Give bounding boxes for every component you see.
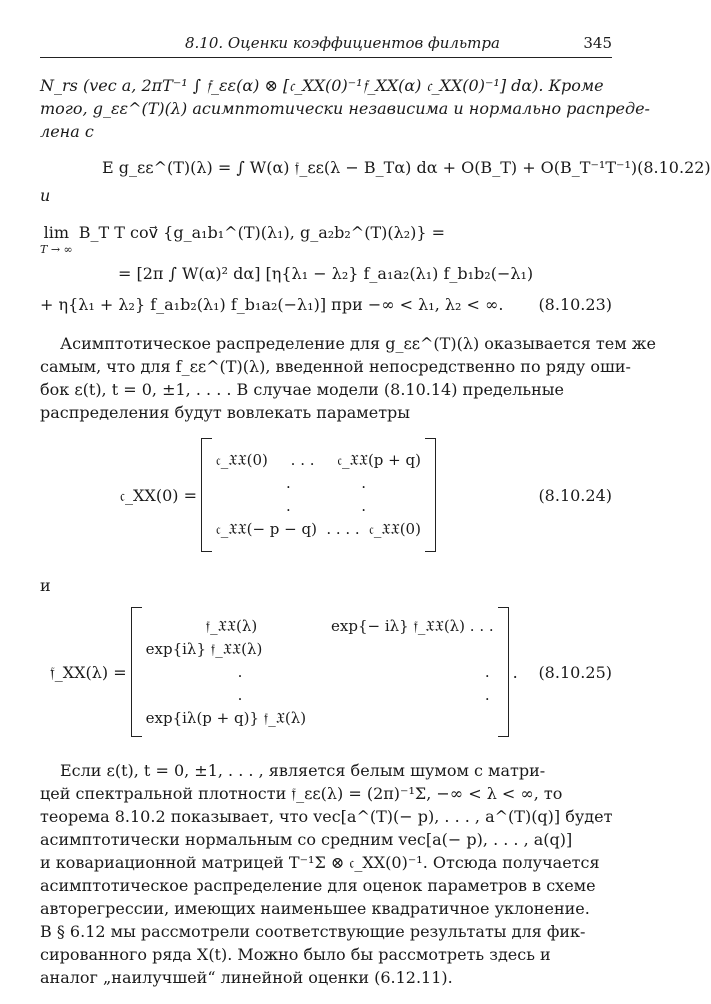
- matrix-cell: 𝔠_𝔛𝔛(0): [369, 520, 421, 538]
- matrix-lhs: 𝔣_XX(λ) =: [50, 662, 127, 682]
- matrix-cell: . . .: [290, 451, 315, 469]
- matrix-cell: .: [484, 662, 490, 681]
- matrix-row: [216, 518, 421, 541]
- matrix-cell: .: [361, 474, 366, 492]
- covariance-matrix: [212, 449, 425, 541]
- running-header: [40, 34, 612, 58]
- right-bracket: [425, 438, 436, 552]
- intro-text: Кроме: [548, 76, 604, 95]
- book-page: [40, 34, 711, 989]
- matrix-row: [146, 638, 494, 661]
- equation-line-2: = [2π ∫ W(α)² dα] [η{λ₁ − λ₂} f_a₁a₂(λ₁) f_b₁b₂(−λ₁): [118, 264, 534, 283]
- equation-body: E g_εε^(T)(λ) = ∫ W(α) 𝔣_εε(λ − B_Tα) dα + O(B_T) + O(B_T⁻¹T⁻¹): [102, 158, 638, 177]
- equation-8-10-24: [40, 438, 612, 552]
- left-bracket: [201, 438, 212, 552]
- matrix-row: [216, 472, 421, 495]
- paragraph-line: аналог „наилучшей“ линейной оценки (6.12.11).: [40, 968, 453, 987]
- spectral-matrix: [142, 615, 498, 730]
- equation-number: (8.10.22): [637, 158, 711, 177]
- matrix-row: [146, 707, 494, 730]
- limit-symbol: lim: [43, 223, 70, 242]
- page-number: 345: [583, 34, 612, 52]
- equation-body: + η{λ₁ + λ₂} f_a₁b₂(λ₁) f_b₁a₂(−λ₁)] при −∞ < λ₁, λ₂ < ∞.: [40, 295, 504, 314]
- equation-8-10-22: [40, 156, 711, 179]
- paragraph-line: асимптотически нормальным со средним vec[a(− p), . . . , a(q)]: [40, 830, 573, 849]
- matrix-cell: 𝔠_𝔛𝔛(0): [215, 451, 268, 469]
- matrix-row: [146, 661, 494, 684]
- limit-operator: [40, 221, 73, 256]
- matrix-cell: 𝔠_𝔛𝔛(− p − q): [215, 520, 317, 538]
- paragraph-line: Если ε(t), t = 0, ±1, . . . , является белым шумом с матри-: [60, 761, 546, 780]
- right-bracket: [498, 607, 509, 737]
- distribution-formula: N_rs (vec a, 2πT⁻¹ ∫ 𝔣_εε(α) ⊗ [𝔠_XX(0)⁻¹𝔣_XX(α) 𝔠_XX(0)⁻¹] dα).: [40, 76, 544, 95]
- paragraph-line: теорема 8.10.2 показывает, что vec[a^(T)(− p), . . . , a^(T)(q)] будет: [40, 807, 613, 826]
- matrix-equation: [50, 607, 518, 737]
- matrix-row: [146, 615, 494, 638]
- limit-subscript: T → ∞: [40, 243, 73, 256]
- matrix-cell: .: [237, 685, 243, 704]
- equation-number: (8.10.23): [538, 295, 612, 314]
- matrix-cell: .: [285, 474, 291, 492]
- equation-number: (8.10.24): [538, 485, 612, 505]
- paragraph-line: авторегрессии, имеющих наименьшее квадратичное уклонение.: [40, 899, 590, 918]
- intro-block: [40, 74, 650, 143]
- equation-line-3: [40, 293, 612, 316]
- paragraph-line: Асимптотическое распределение для g_εε^(T)(λ) оказывается тем же: [60, 334, 656, 353]
- matrix-equation: [120, 438, 436, 552]
- intro-line-2: того, g_εε^(T)(λ) асимптотически независима и нормально распреде-: [40, 99, 650, 118]
- equation-8-10-23: [40, 221, 612, 316]
- matrix-row: [216, 495, 421, 518]
- equation-line-1: [40, 221, 612, 256]
- paragraph-line: асимптотическое распределение для оценок параметров в схеме: [40, 876, 596, 895]
- matrix-cell: .: [237, 662, 243, 681]
- paragraph-line: сированного ряда X(t). Можно было бы рассмотреть здесь и: [40, 945, 551, 964]
- left-bracket: [131, 607, 142, 737]
- conjunction-and: и: [40, 186, 51, 205]
- matrix-cell: exp{− iλ} 𝔣_𝔛𝔛(λ) . . .: [331, 616, 494, 635]
- matrix-cell: 𝔣_𝔛𝔛(λ): [205, 616, 258, 635]
- matrix-cell: exp{iλ(p + q)} 𝔣_𝔛(λ): [145, 708, 307, 727]
- paragraph-white-noise: [40, 759, 612, 989]
- matrix-cell: 𝔠_𝔛𝔛(p + q): [337, 451, 421, 469]
- matrix-cell: exp{iλ} 𝔣_𝔛𝔛(λ): [145, 639, 263, 658]
- intro-line-1: [40, 74, 612, 97]
- matrix-cell: .: [285, 497, 291, 515]
- paragraph-line: и ковариационной матрицей T⁻¹Σ ⊗ 𝔠_XX(0)⁻¹. Отсюда получается: [40, 853, 600, 872]
- matrix-row: [146, 684, 494, 707]
- paragraph-line: бок ε(t), t = 0, ±1, . . . . В случае модели (8.10.14) предельные: [40, 380, 564, 399]
- matrix-cell: .: [361, 497, 366, 515]
- paragraph-line: распределения будут вовлекать параметры: [40, 403, 411, 422]
- equation-number: (8.10.25): [538, 662, 612, 682]
- paragraph-line: В § 6.12 мы рассмотрели соответствующие результаты для фик-: [40, 922, 586, 941]
- matrix-lhs: 𝔠_XX(0) =: [120, 485, 197, 505]
- intro-line-3: лена с: [40, 122, 94, 141]
- section-title: 8.10. Оценки коэффициентов фильтра: [185, 34, 500, 52]
- paragraph-asymptotic: [40, 332, 656, 424]
- equation-body: B_T T cov⃗ {g_a₁b₁^(T)(λ₁), g_a₂b₂^(T)(λ₂)} =: [78, 223, 446, 242]
- matrix-cell: . . . .: [326, 520, 360, 538]
- period: .: [512, 662, 518, 682]
- matrix-row: [216, 449, 421, 472]
- paragraph-line: цей спектральной плотности 𝔣_εε(λ) = (2π)⁻¹Σ, −∞ < λ < ∞, то: [40, 784, 563, 803]
- conjunction-and: и: [40, 576, 51, 595]
- matrix-cell: .: [484, 685, 490, 704]
- equation-8-10-25: [40, 607, 612, 737]
- paragraph-line: самым, что для f_εε^(T)(λ), введенной непосредственно по ряду оши-: [40, 357, 631, 376]
